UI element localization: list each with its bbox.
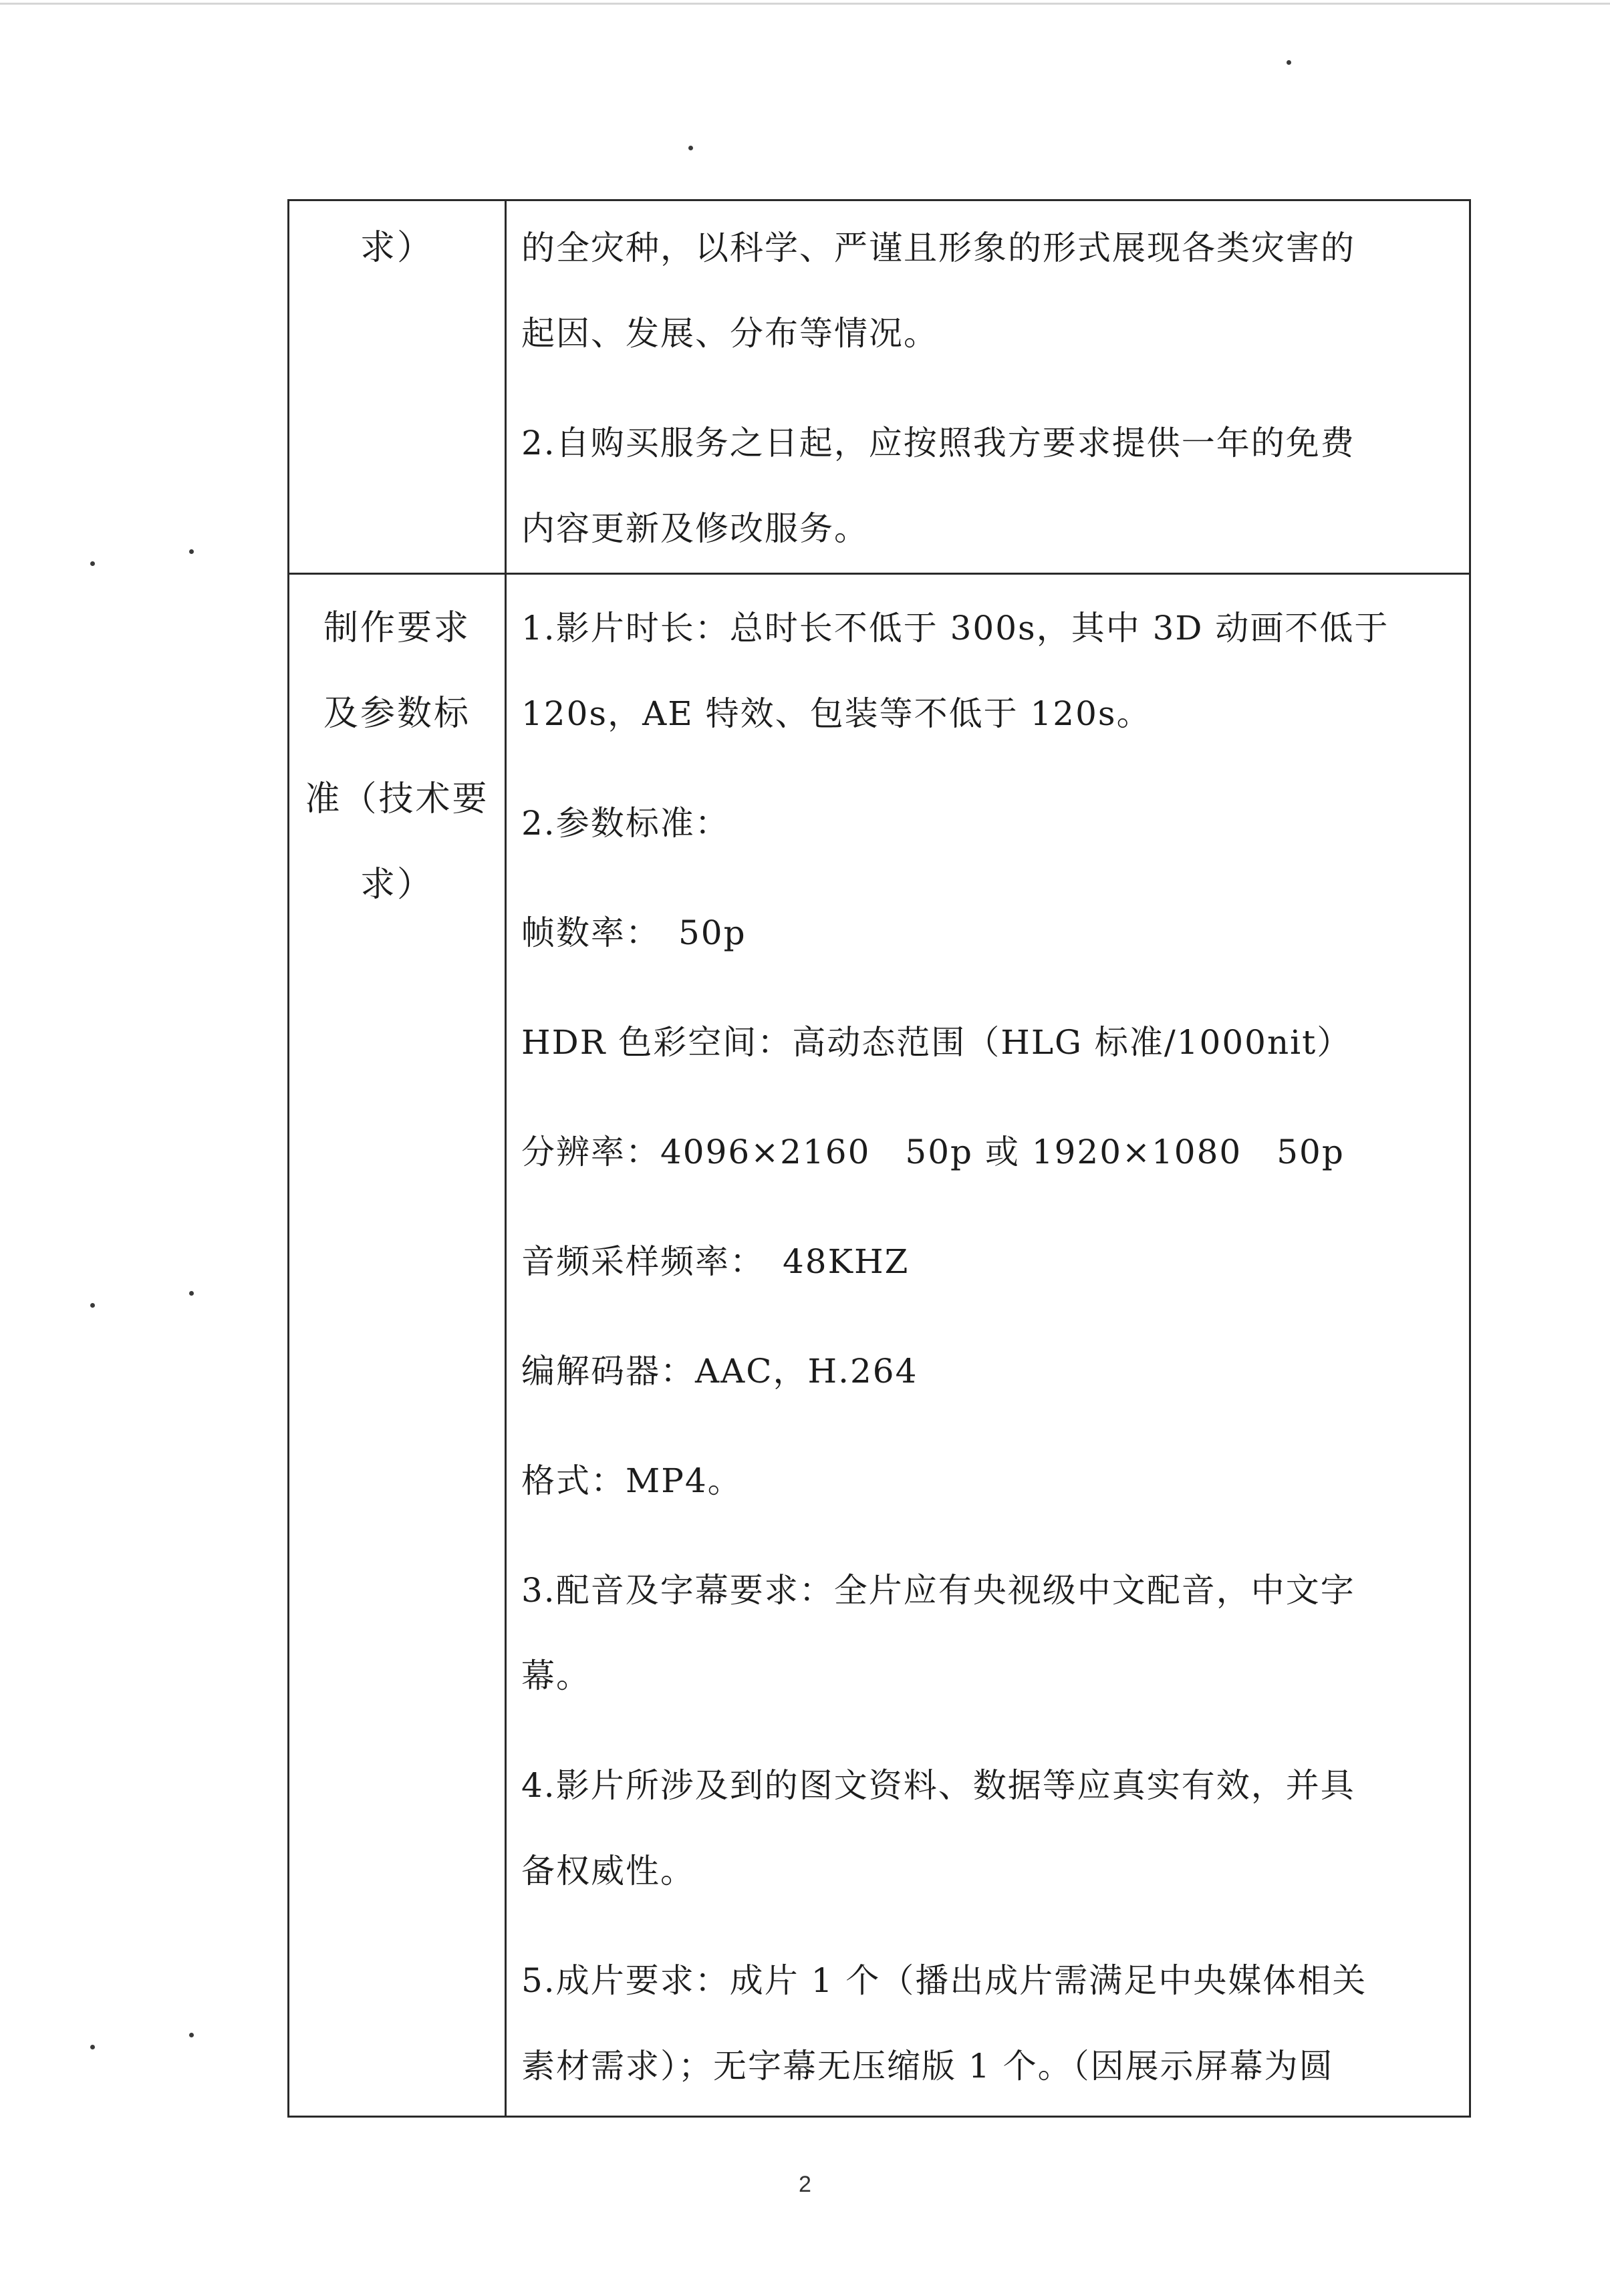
paragraph-line: 幕。: [521, 1657, 591, 1695]
paragraph-line: 3.配音及字幕要求：全片应有央视级中文配音，中文字: [521, 1571, 1355, 1610]
paragraph-line: 4.影片所涉及到的图文资料、数据等应真实有效，并具: [521, 1766, 1355, 1805]
paragraph: [521, 890, 1464, 976]
row-label-line: 求）: [360, 228, 434, 268]
paragraph-line: 编解码器：AAC，H.264: [521, 1352, 918, 1391]
paragraph-line: 起因、发展、分布等情况。: [521, 314, 938, 353]
row-label-line: 准（技术要: [305, 779, 489, 819]
paragraph: [521, 400, 1464, 571]
paragraph-line: 2.参数标准：: [521, 804, 730, 843]
paragraph: [521, 1548, 1464, 1719]
paragraph-line: 的全灾种，以科学、严谨且形象的形式展现各类灾害的: [521, 229, 1355, 267]
paragraph-line: 5.成片要求：成片 1 个（播出成片需满足中央媒体相关: [521, 1961, 1367, 2000]
table-row: [289, 200, 1470, 574]
paragraph-line: HDR 色彩空间：高动态范围（HLG 标准/1000nit）: [521, 1023, 1352, 1062]
paragraph: [521, 1328, 1464, 1414]
scan-speck: [90, 1303, 95, 1308]
paragraph: [521, 1743, 1464, 1914]
scan-speck: [688, 146, 693, 150]
paragraph-line: 格式：MP4。: [521, 1461, 743, 1500]
paragraph-line: 素材需求）；无字幕无压缩版 1 个。（因展示屏幕为圆: [521, 2047, 1334, 2086]
paragraph: [521, 205, 1464, 376]
paragraph-line: 备权威性。: [521, 1852, 695, 1890]
paragraph: [521, 1109, 1464, 1195]
row-label-line: 求）: [360, 865, 434, 905]
scan-speck: [90, 561, 95, 566]
scan-speck: [189, 2033, 194, 2037]
paragraph: [521, 1938, 1464, 2109]
row-label-line: 及参数标: [323, 694, 471, 734]
scan-speck: [189, 1291, 194, 1296]
scan-speck: [90, 2045, 95, 2049]
spec-table: [287, 199, 1471, 2118]
paragraph-line: 帧数率： 50p: [521, 913, 747, 952]
scan-top-edge: [0, 3, 1610, 5]
paragraph-line: 1.影片时长：总时长不低于 300s，其中 3D 动画不低于: [521, 609, 1389, 648]
paragraph-line: 分辨率：4096×2160 50p 或 1920×1080 50p: [521, 1133, 1345, 1171]
paragraph: [521, 1438, 1464, 1524]
row-label-line: 制作要求: [323, 608, 471, 648]
paragraph: [521, 585, 1464, 756]
paragraph: [521, 1000, 1464, 1085]
paragraph-line: 2.自购买服务之日起，应按照我方要求提供一年的免费: [521, 424, 1355, 462]
paragraph-line: 音频采样频率： 48KHZ: [521, 1242, 910, 1281]
paragraph-line: 120s，AE 特效、包装等不低于 120s。: [521, 694, 1152, 733]
page-number: 2: [799, 2172, 811, 2197]
scan-speck: [1287, 60, 1291, 65]
paragraph: [521, 780, 1464, 866]
paragraph: [521, 1219, 1464, 1304]
row-content-cell: [506, 200, 1470, 574]
row-content-cell: [506, 574, 1470, 2117]
scan-speck: [189, 549, 194, 554]
paragraph-line: 内容更新及修改服务。: [521, 509, 869, 548]
table-row: [289, 574, 1470, 2117]
row-label-cell: [289, 200, 506, 574]
row-label-cell: [289, 574, 506, 2117]
